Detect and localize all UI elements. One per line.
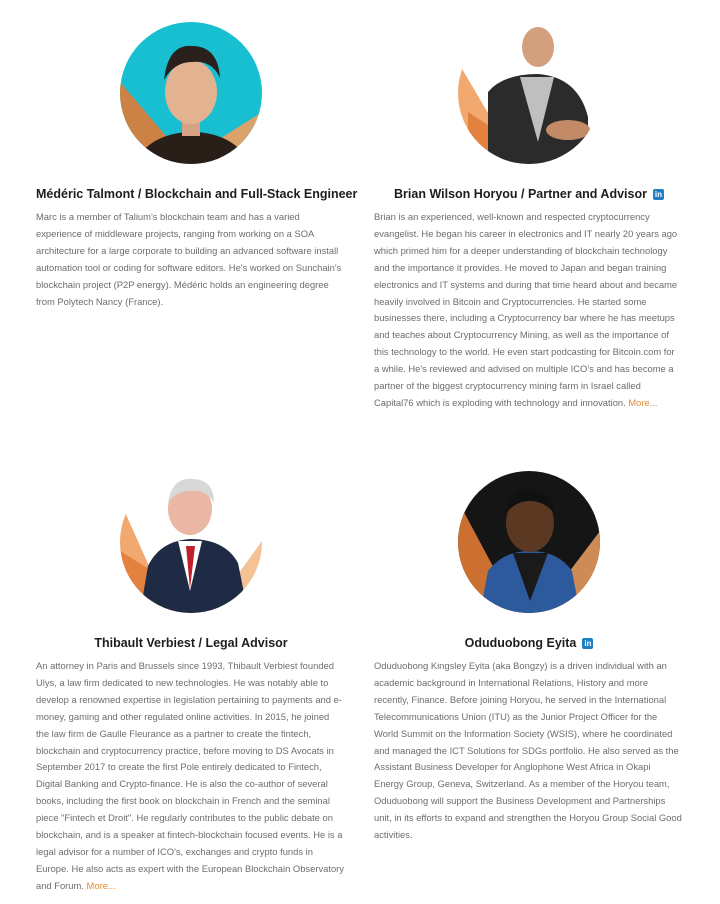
more-link[interactable]: More... bbox=[628, 396, 658, 408]
member-name-text: Thibault Verbiest / Legal Advisor bbox=[94, 636, 288, 650]
member-name bbox=[374, 187, 684, 201]
avatar bbox=[120, 22, 262, 164]
member-name-text: Médéric Talmont / Blockchain and Full-Stack Engineer bbox=[36, 187, 358, 201]
more-link[interactable]: More... bbox=[86, 879, 116, 891]
linkedin-icon[interactable]: in bbox=[654, 190, 663, 199]
member-bio bbox=[36, 209, 344, 310]
avatar bbox=[458, 471, 600, 613]
member-bio bbox=[36, 658, 344, 895]
linkedin-icon[interactable]: in bbox=[584, 639, 592, 648]
member-bio bbox=[374, 658, 682, 844]
member-bio-text: An attorney in Paris and Brussels since 1993, Thibault Verbiest founded Ulys, a law firm dedicated to new technologies. He was notably able to develop a renowned expertise in legislation pertaining to payments and e-money, gaming and other regulated online activities. In 2015, he joined the law firm de Gaulle Fleurance as a partner to create the fintech, blockchain and cryptocurrency practice, before moving to DS Avocats in September 2017 to create the first Pole entirely dedicated to Fintech, Digital Banking and Crypto-finance. He is also the co-author of several books, including the first book on blockchain in French and the seminal piece "Fintech et Droit". He regularly contributes to the public debate on blockchain, and is a speaker at fintech-blockchain focused events. He is a legal advisor for a number of ICO's, exchanges and crypto funds in Europe. He also acts as expert with the European Blockchain Observatory and Forum. bbox=[36, 660, 344, 891]
member-bio-text: Oduduobong Kingsley Eyita (aka Bongzy) is a driven individual with an academic background in International Relations, History and more recently, Finance. Before joining Horyou, he served in the International Telecommunications Union (ITU) as the Junior Project Officer for the World Summit on the Information Society (WSIS), where he coordinated and managed the ICT Solutions for SDGs portfolio. He also served as the Assistant Business Developer for Anglophone West Africa in Okapi Energy Group, Geneva, Switzerland. As a member of the Horyou team, Oduduobong will support the Business Development and Partnerships unit, in its efforts to expand and strengthen the Horyou Group Social Good activities. bbox=[374, 660, 682, 841]
member-name bbox=[36, 187, 358, 201]
member-name bbox=[374, 636, 684, 650]
avatar bbox=[120, 471, 262, 613]
member-bio-text: Marc is a member of Talium's blockchain team and has a varied experience of middleware projects, ranging from working on a SOA architecture for a large corporate to building an advanced software install automation tool or coding for software editors. He's worked on Sunchain's blockchain project (P2P energy). Médéric holds an engineering degree from Polytech Nancy (France). bbox=[36, 211, 342, 307]
member-name bbox=[36, 636, 346, 650]
avatar bbox=[458, 22, 600, 164]
member-name-text: Oduduobong Eyita bbox=[464, 636, 577, 650]
member-name-text: Brian Wilson Horyou / Partner and Advisor bbox=[394, 187, 647, 201]
member-bio-text: Brian is an experienced, well-known and respected cryptocurrency evangelist. He began his career in electronics and IT nearly 20 years ago which primed him for a deeper understanding of blockchain technology and the importance it provides. He moved to Japan and began training electronics and IT systems and during that time heard about and became heavily involved in Bitcoin and Cryptocurrencies. He started some businesses there, including a Cryptocurrency bar where he has meetups and teaches about Cryptocurrency Mining, as well as the importance of this technology to the world. He even start podcasting for Bitcoin.com for a while. He's reviewed and advised on multiple ICO's and has become a partner of the biggest cryptocurrency mining farm in Israel called Capital76 which is exploding with technology and innovation. bbox=[374, 211, 678, 408]
member-bio bbox=[374, 209, 682, 412]
